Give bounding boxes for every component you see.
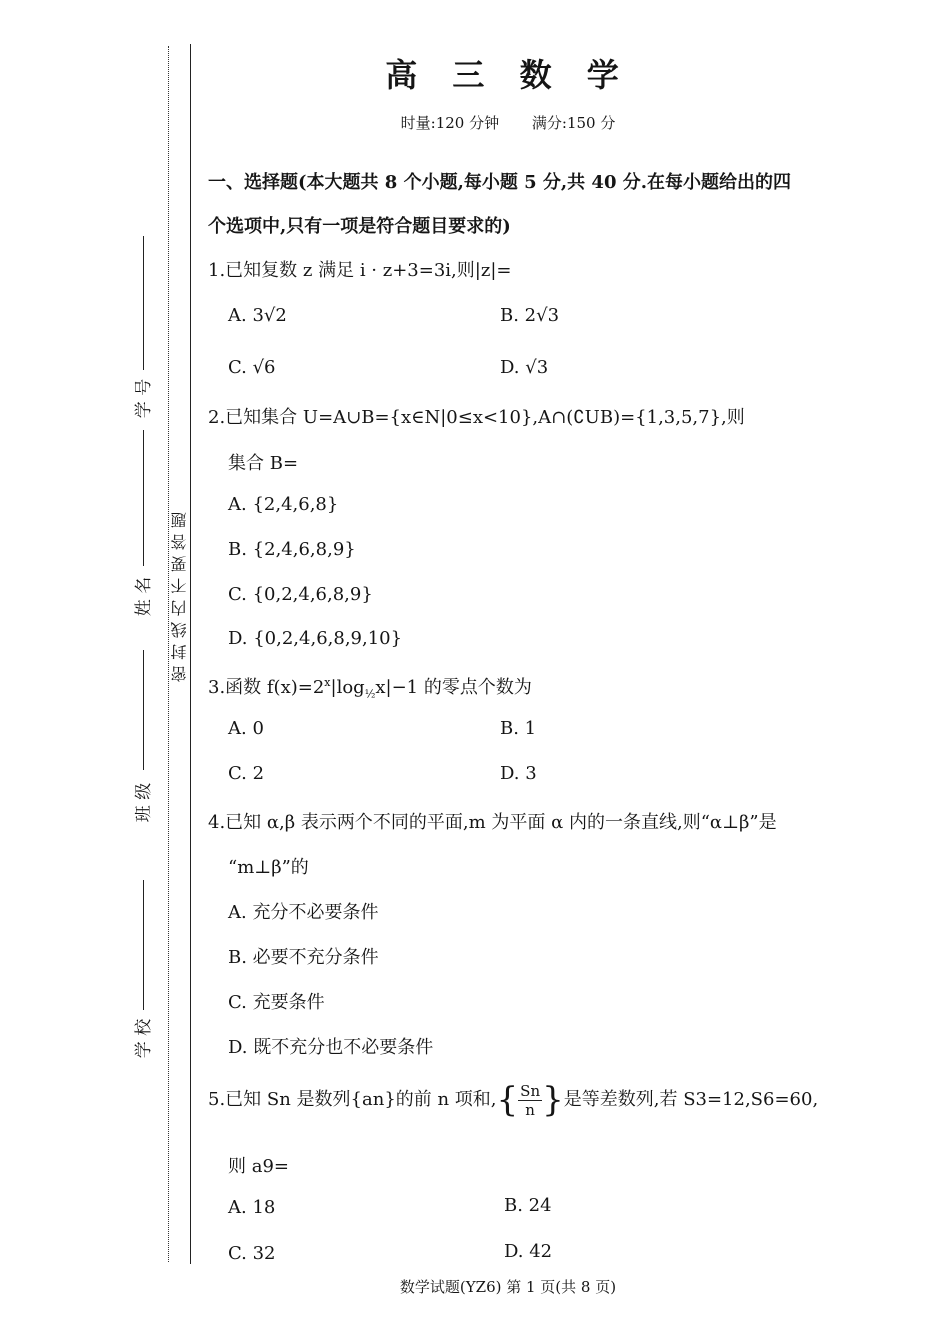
question-4-stem-line2: “m⊥β”的 bbox=[228, 857, 309, 878]
question-2-option-d[interactable]: D. {0,2,4,6,8,9,10} bbox=[228, 628, 403, 649]
question-3-option-a[interactable]: A. 0 bbox=[228, 718, 264, 739]
question-2-option-c[interactable]: C. {0,2,4,6,8,9} bbox=[228, 584, 373, 605]
exam-score: 满分:150 分 bbox=[531, 114, 616, 132]
name-blank[interactable] bbox=[143, 430, 144, 566]
id-label: 学 号 bbox=[134, 378, 155, 419]
question-1-stem: 1.已知复数 z 满足 i · z+3=3i,则|z|= bbox=[208, 260, 512, 281]
question-3-stem-post: x|−1 的零点个数为 bbox=[375, 677, 532, 698]
section-heading-line1: 一、选择题(本大题共 8 个小题,每小题 5 分,共 40 分.在每小题给出的四 bbox=[208, 172, 792, 193]
question-4-option-c[interactable]: C. 充要条件 bbox=[228, 992, 325, 1013]
seal-text: 密封线内不要答题 bbox=[170, 506, 189, 682]
question-3-option-d[interactable]: D. 3 bbox=[500, 763, 537, 784]
page-title: 高 三 数 学 bbox=[385, 56, 631, 94]
question-4-option-d[interactable]: D. 既不充分也不必要条件 bbox=[228, 1037, 434, 1058]
class-label: 班 级 bbox=[134, 782, 155, 823]
page-footer: 数学试题(YZ6) 第 1 页(共 8 页) bbox=[399, 1278, 617, 1296]
exam-info bbox=[0, 112, 950, 133]
question-4-option-a[interactable]: A. 充分不必要条件 bbox=[228, 902, 379, 923]
question-5-option-a[interactable]: A. 18 bbox=[228, 1197, 276, 1218]
question-1-option-a[interactable]: A. 3√2 bbox=[228, 305, 287, 326]
exam-time: 时量:120 分钟 bbox=[400, 114, 500, 132]
question-4-option-b[interactable]: B. 必要不充分条件 bbox=[228, 947, 379, 968]
question-5-stem-pre: 5.已知 Sn 是数列{an}的前 n 项和, bbox=[208, 1089, 497, 1110]
question-5-stem-post: 是等差数列,若 S3=12,S6=60, bbox=[563, 1089, 819, 1110]
question-1-option-d[interactable]: D. √3 bbox=[500, 357, 549, 378]
question-5-option-c[interactable]: C. 32 bbox=[228, 1243, 276, 1264]
question-3-exponent: x bbox=[324, 676, 331, 689]
id-blank[interactable] bbox=[143, 236, 144, 370]
fraction-sn-over-n bbox=[518, 1082, 542, 1119]
class-blank[interactable] bbox=[143, 650, 144, 770]
question-3-stem-pre: 3.函数 f(x)=2 bbox=[208, 677, 325, 698]
question-3-option-b[interactable]: B. 1 bbox=[500, 718, 537, 739]
school-blank[interactable] bbox=[143, 880, 144, 1010]
fraction-numerator: Sn bbox=[520, 1081, 541, 1100]
left-brace: { bbox=[496, 1080, 519, 1120]
question-1-option-c[interactable]: C. √6 bbox=[228, 357, 276, 378]
question-4-stem-line1: 4.已知 α,β 表示两个不同的平面,m 为平面 α 内的一条直线,则“α⊥β”是 bbox=[208, 812, 777, 833]
question-1-option-b[interactable]: B. 2√3 bbox=[500, 305, 560, 326]
question-2-stem-line2: 集合 B= bbox=[228, 453, 299, 474]
question-3-stem-mid: |log bbox=[330, 677, 365, 698]
question-2-stem-line1: 2.已知集合 U=A∪B={x∈N|0≤x<10},A∩(∁UB)={1,3,5,7},则 bbox=[208, 407, 745, 428]
section-heading-line2: 个选项中,只有一项是符合题目要求的) bbox=[208, 216, 511, 237]
question-5-option-b[interactable]: B. 24 bbox=[504, 1195, 552, 1216]
question-2-option-b[interactable]: B. {2,4,6,8,9} bbox=[228, 539, 356, 560]
school-label: 学 校 bbox=[134, 1018, 155, 1059]
question-3-stem bbox=[208, 673, 532, 701]
question-5-option-d[interactable]: D. 42 bbox=[504, 1241, 553, 1262]
question-5-stem-line1 bbox=[208, 1080, 818, 1120]
right-brace: } bbox=[542, 1080, 564, 1120]
fraction-denominator: n bbox=[525, 1100, 535, 1119]
question-5-stem-line2: 则 a9= bbox=[228, 1156, 289, 1177]
question-2-option-a[interactable]: A. {2,4,6,8} bbox=[228, 494, 339, 515]
question-3-option-c[interactable]: C. 2 bbox=[228, 763, 265, 784]
question-3-log-base: ½ bbox=[364, 687, 376, 701]
name-label: 姓 名 bbox=[134, 576, 155, 617]
